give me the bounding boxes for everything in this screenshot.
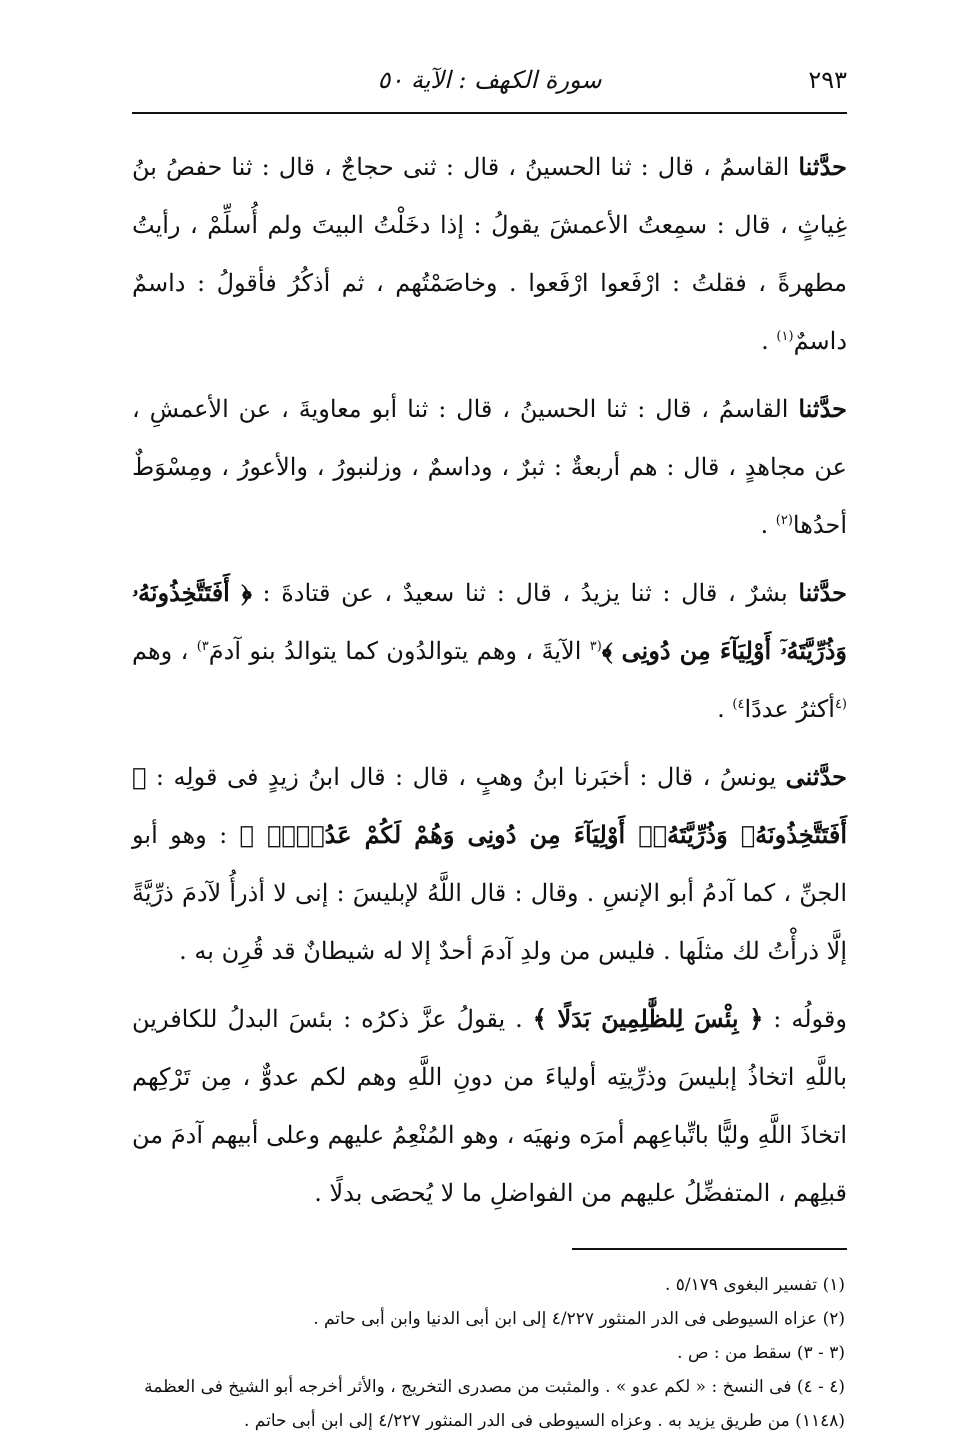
paragraph-text: الآيةَ ، وهم يتوالدُون كما يتوالدُ بنو آدمَ	[208, 637, 590, 665]
paragraph-5	[132, 990, 847, 1222]
paragraph-2	[132, 380, 847, 554]
footnote-marker: (٣	[589, 639, 602, 654]
page-number: ٢٩٣	[808, 66, 847, 94]
paragraph-text: بشرٌ ، قال : ثنا يزيدُ ، قال : ثنا سعيدٌ ، عن قتادةَ :	[251, 579, 799, 607]
footnote-marker: (١)	[776, 329, 794, 344]
paragraph-text: .	[717, 695, 733, 723]
footnote-marker: ٤)	[732, 697, 745, 712]
quran-verse: ﴿ أَفَتَتَّخِذُونَهُۥ وَذُرِّيَّتَهُۥٓ أَوْلِيَآءَ مِن دُونِى وَهُمْ لَكُمْ عَدُوٌّۢ ﴾	[132, 762, 847, 849]
paragraph-4	[132, 748, 847, 980]
main-text	[132, 138, 847, 1222]
footnote-divider	[572, 1248, 847, 1250]
paragraph-text: : وهو أبو الجنِّ ، كما آدمُ أبو الإنسِ . وقال : قال اللَّهُ لإبليسَ : إنى لا أذرأُ لآدمَ ذرِّيَّةً إلَّا ذرأْتُ لك مثلَها . فليس من ولدِ آدمَ أحدٌ إلا له شيطانٌ قد قُرِن به .	[132, 821, 847, 965]
footnotes	[132, 1268, 847, 1438]
footnote-marker: ٣)	[196, 639, 209, 654]
paragraph-text: يونسُ ، قال : أخبَرنا ابنُ وهبٍ ، قال : قال ابنُ زيدٍ فى قولِه :	[146, 763, 786, 791]
paragraph-opener: حدَّثنا	[798, 578, 847, 607]
paragraph-opener: حدَّثنا	[798, 394, 847, 423]
footnote-2: (٢) عزاه السيوطى فى الدر المنثور ٤/٢٢٧ إلى ابن أبى الدنيا وابن أبى حاتم .	[313, 1309, 845, 1329]
paragraph-text: القاسمُ ، قال : ثنا الحسينُ ، قال : ثنا أبو معاويةَ ، عن الأعمشِ ، عن مجاهدٍ ، قال : هم أربعةٌ : ثبرٌ ، وداسمٌ ، وزلنبورُ ، والأعورُ ، ومِسْوَطٌ أحدُها	[132, 395, 847, 539]
surah-title: سورة الكهف : الآية ٥٠	[377, 66, 602, 94]
paragraph-3	[132, 564, 847, 738]
footnote-1: (١) تفسير البغوى ٥/١٧٩ .	[664, 1275, 845, 1295]
paragraph-text: وقولُه :	[763, 1005, 847, 1033]
paragraph-opener: حدَّثنا	[798, 152, 847, 181]
footnote-4: (٤ - ٤) فى النسخ : « لكم عدو » . والمثبت من مصدرى التخريج ، والأثر أخرجه أبو الشيخ فى العظمة (١١٤٨) من طريق يزيد به . وعزاه السيوطى فى الدر المنثور ٤/٢٢٧ إلى ابن أبى حاتم .	[144, 1377, 845, 1431]
paragraph-text: ، وهم	[132, 637, 197, 665]
footnote-3: (٣ - ٣) سقط من : ص .	[677, 1343, 845, 1363]
paragraph-text: .	[760, 511, 776, 539]
paragraph-text: أكثرُ عددًا	[744, 695, 835, 723]
paragraph-text: .	[761, 327, 777, 355]
quran-verse: ﴿ بِئْسَ لِلظَّٰلِمِينَ بَدَلًا ﴾	[532, 1004, 764, 1033]
paragraph-opener: حدَّثنى	[785, 762, 847, 791]
running-header	[132, 56, 847, 114]
book-page	[132, 56, 848, 1431]
footnote-marker: (٤	[834, 697, 847, 712]
quran-verse: ﴿ أَفَتَتَّخِذُونَهُۥ وَذُرِّيَّتَهُۥٓ أَوْلِيَآءَ مِن دُونِى ﴾	[132, 578, 847, 665]
paragraph-text: القاسمُ ، قال : ثنا الحسينُ ، قال : ثنى حجاجٌ ، قال : ثنا حفصُ بنُ غِياثٍ ، قال : سمِعتُ الأعمشَ يقولُ : إذا دخَلْتُ البيتَ ولم أُسلِّمْ ، رأيتُ مطهرةً ، فقلتُ : ارْفَعوا ارْفَعوا . وخاصَمْتُهم ، ثم أذكُرُ فأقولُ : داسمٌ داسمٌ	[132, 153, 847, 355]
paragraph-text: . يقولُ عزَّ ذكرُه : بئسَ البدلُ للكافرين باللَّهِ اتخاذُ إبليسَ وذرِّيتِه أولياءَ من دونِ اللَّهِ وهم لكم عدوٌّ ، مِن تَرْكِهم اتخاذَ اللَّهِ وليًّا باتِّباعِهم أمرَه ونهيَه ، وهو المُنْعِمُ عليهم وعلى أبيهم آدمَ من قبلِهم ، المتفضِّلُ عليهم من الفواضلِ ما لا يُحصَى بدلًا .	[132, 1005, 848, 1207]
footnote-marker: (٢)	[775, 513, 793, 528]
paragraph-1	[132, 138, 847, 370]
